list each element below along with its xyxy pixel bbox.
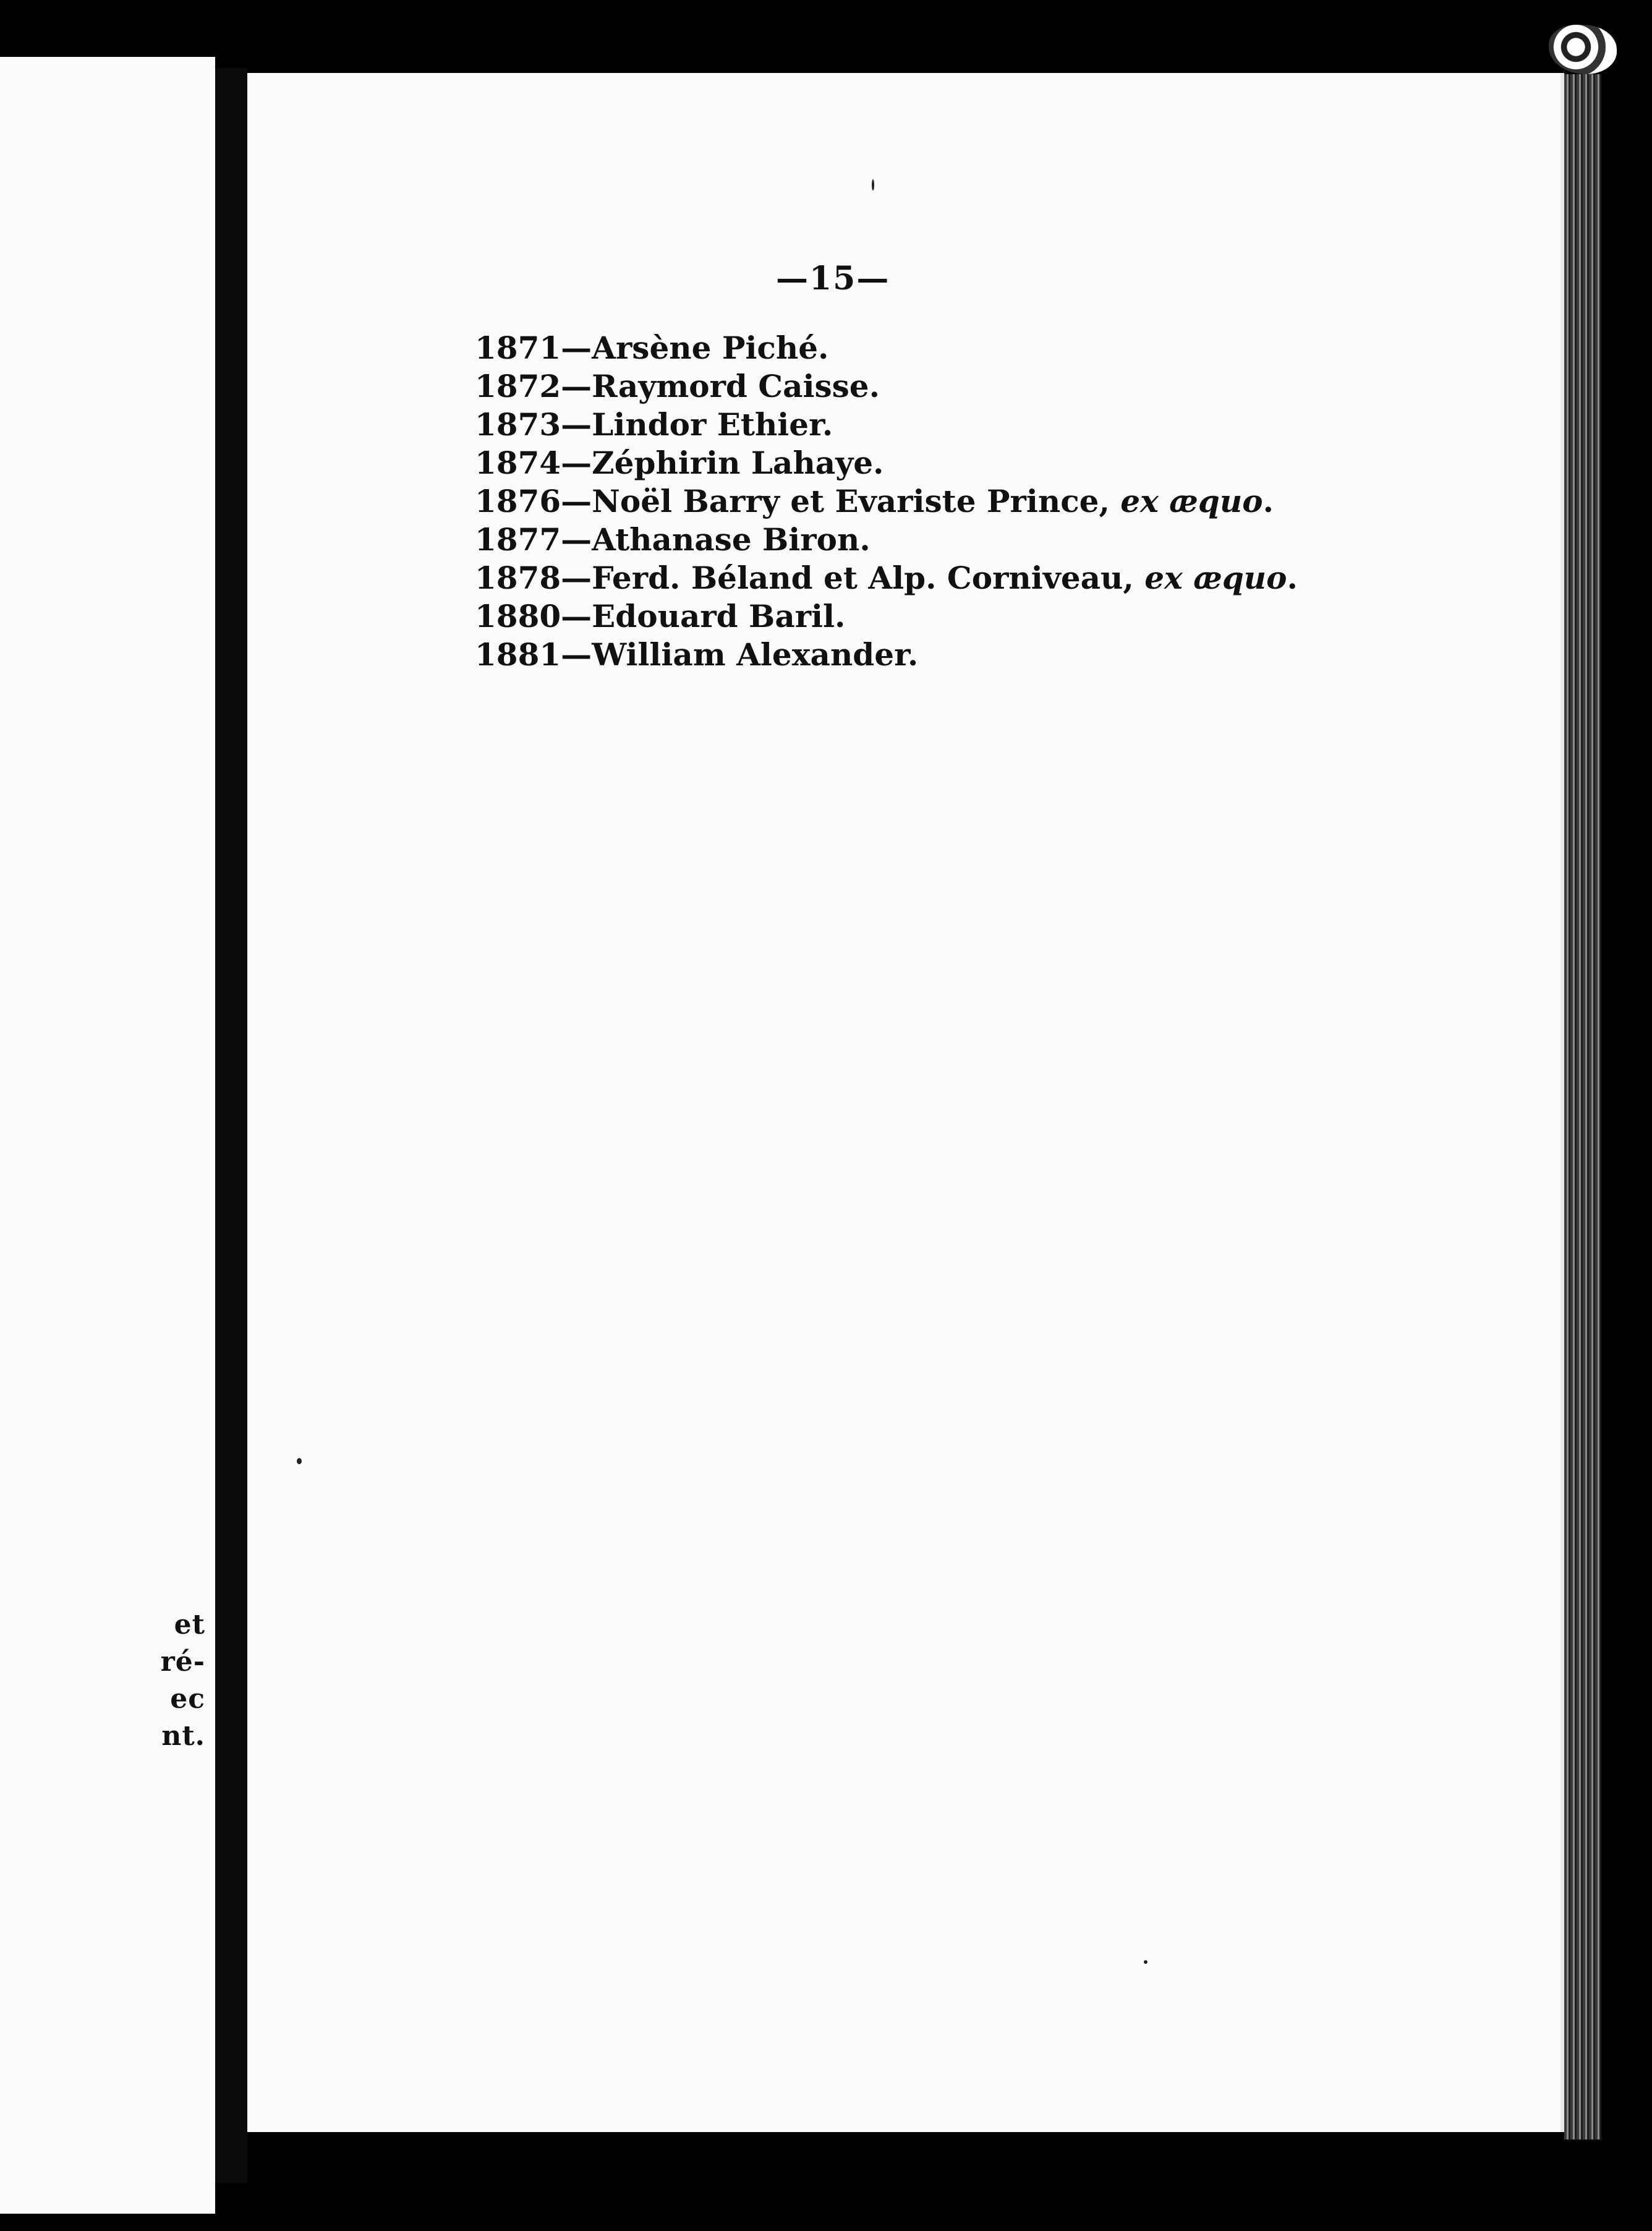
entry-year: 1872 — [475, 368, 561, 404]
entry-name: Raymord Caisse. — [592, 368, 880, 404]
list-item — [475, 559, 1298, 597]
entry-year: 1876 — [475, 483, 561, 519]
entry-year: 1878 — [475, 560, 561, 596]
page-edge-stack — [1564, 74, 1601, 2139]
entry-dash: — — [561, 406, 592, 443]
entry-name: Zéphirin Lahaye. — [592, 445, 884, 481]
entry-name: Ferd. Béland et Alp. Corniveau, — [592, 560, 1145, 596]
entry-dash: — — [561, 445, 592, 481]
entry-dash: — — [561, 636, 592, 673]
list-item — [475, 636, 1298, 674]
scan-speck — [1144, 1960, 1147, 1964]
list-item — [475, 329, 1298, 367]
laureate-list — [475, 329, 1298, 674]
entry-dash: — — [561, 521, 592, 558]
entry-dash: — — [561, 560, 592, 596]
entry-year: 1880 — [475, 598, 561, 634]
entry-name: Lindor Ethier. — [592, 406, 833, 443]
list-item — [475, 367, 1298, 406]
entry-name: Noël Barry et Evariste Prince, — [592, 483, 1121, 519]
left-facing-page — [0, 57, 215, 2214]
entry-dash: — — [561, 598, 592, 634]
entry-year: 1874 — [475, 445, 561, 481]
left-fragment: nt. — [161, 1720, 205, 1752]
entry-name: William Alexander. — [592, 636, 919, 673]
left-fragment: ré- — [160, 1646, 205, 1678]
entry-dash: — — [561, 368, 592, 404]
entry-name: Arsène Piché. — [592, 330, 829, 366]
entry-name: Edouard Baril. — [592, 598, 846, 634]
entry-year: 1877 — [475, 521, 561, 558]
list-item — [475, 406, 1298, 444]
page-number: —15— — [776, 260, 890, 297]
book-gutter — [215, 68, 247, 2183]
scan-speck — [872, 179, 874, 190]
list-item — [475, 597, 1298, 636]
scan-speck — [297, 1458, 302, 1464]
entry-tail: . — [1287, 560, 1298, 596]
list-item — [475, 444, 1298, 482]
entry-year: 1873 — [475, 406, 561, 443]
entry-year: 1881 — [475, 636, 561, 673]
left-fragment: ec — [170, 1683, 205, 1715]
left-fragment: et — [174, 1609, 205, 1640]
entry-note: ex æquo — [1144, 560, 1287, 596]
entry-dash: — — [561, 330, 592, 366]
entry-year: 1871 — [475, 330, 561, 366]
entry-note: ex æquo — [1120, 483, 1263, 519]
entry-tail: . — [1262, 483, 1274, 519]
entry-name: Athanase Biron. — [592, 521, 871, 558]
list-item — [475, 482, 1298, 521]
library-stamp-icon — [1549, 25, 1617, 74]
entry-dash: — — [561, 483, 592, 519]
list-item — [475, 521, 1298, 559]
